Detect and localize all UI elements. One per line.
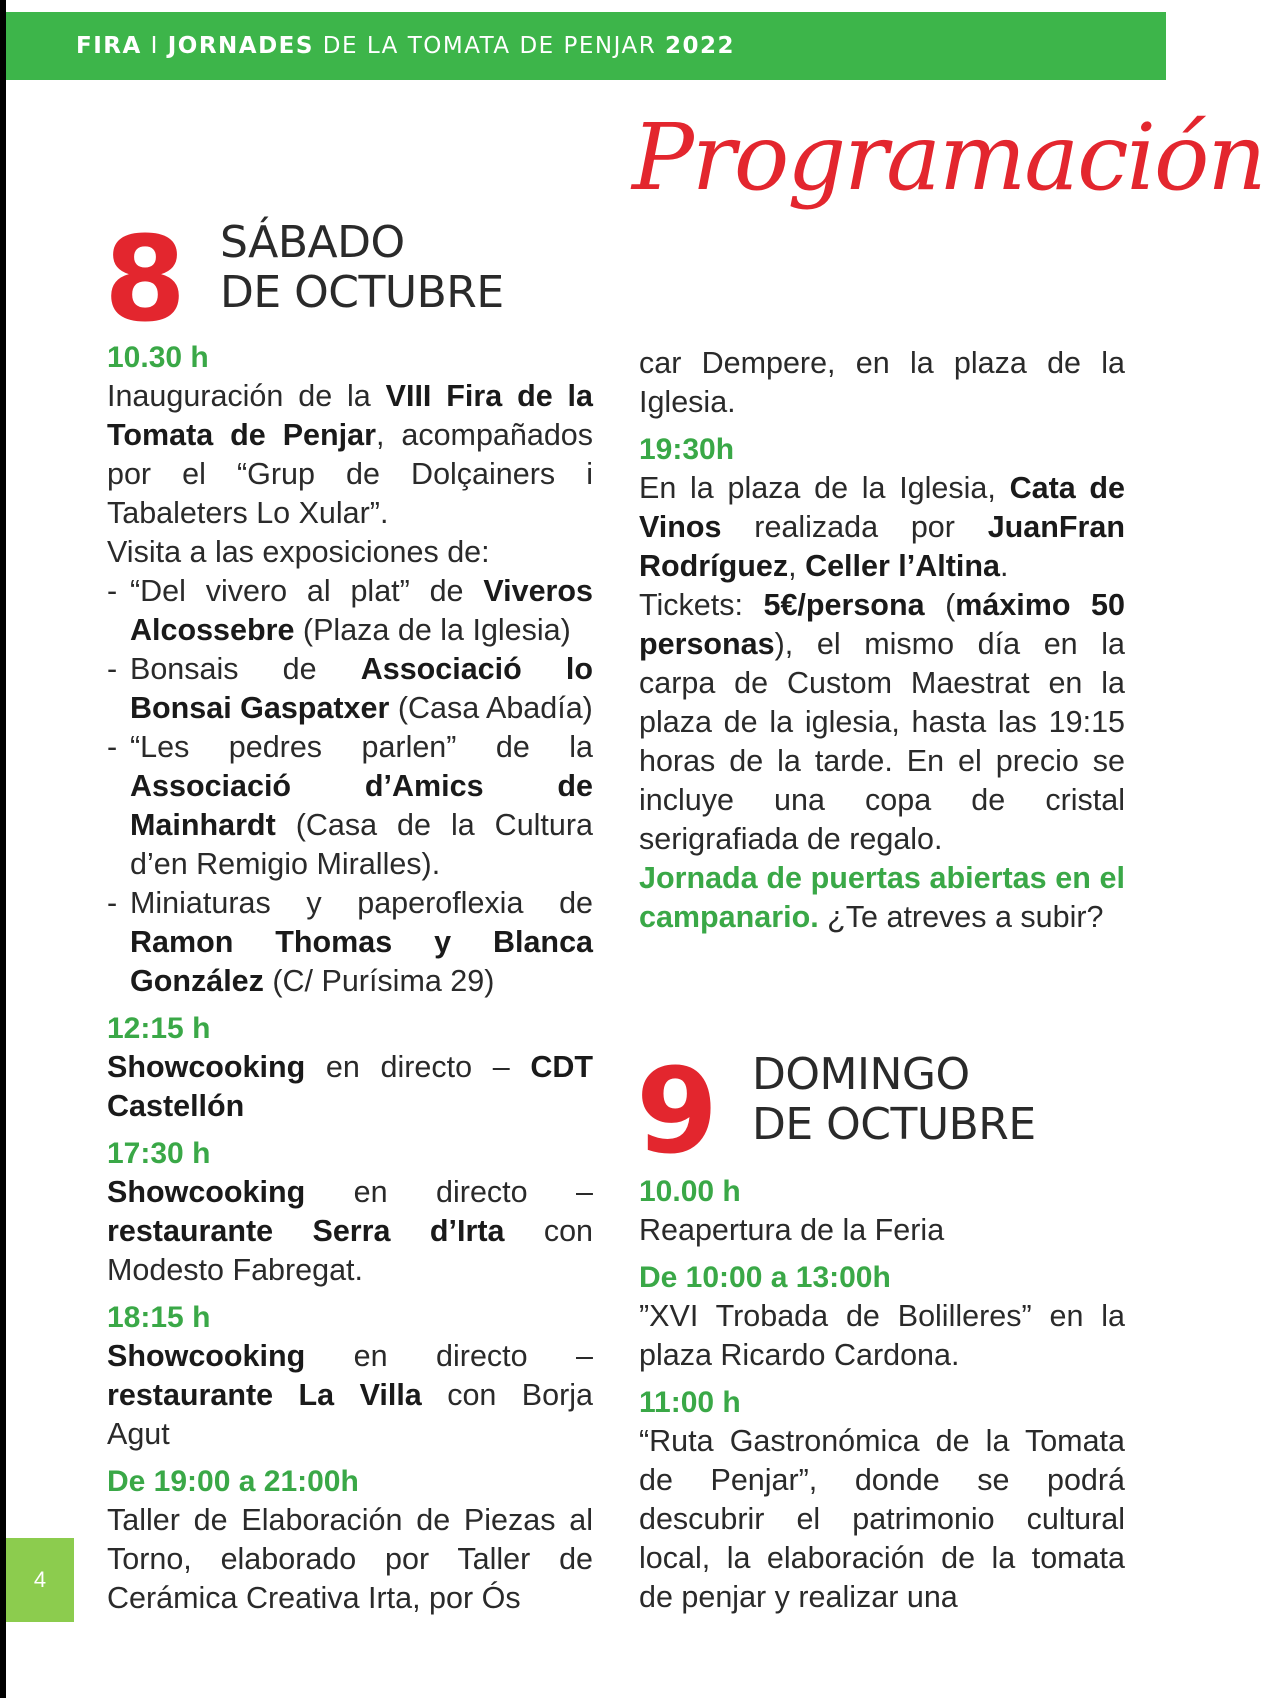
- event-text: Inauguración de la VIII Fira de la Tomata de Penjar, acompañados por el “Grup de Dolçainers i Tabaleters Lo Xular”.: [107, 379, 593, 530]
- event-text: Visita a las exposiciones de:: [107, 535, 490, 569]
- right-column: [639, 344, 1125, 937]
- day-number-8: 8: [104, 210, 187, 348]
- event-text: ”XVI Trobada de Bolilleres” en la plaza Ricardo Cardona.: [639, 1299, 1125, 1372]
- list-item: - “Les pedres parlen” de la Associació d’Amics de Mainhardt (Casa de la Cultura d’en Remigio Miralles).: [107, 730, 593, 881]
- header-i: I: [150, 33, 159, 59]
- day-name-line1: DOMINGO: [752, 1049, 970, 1100]
- event-text: Taller de Elaboración de Piezas al Torno, elaborado por Taller de Cerámica Creativa Irta, por Ós: [107, 1503, 593, 1615]
- event-time: 11:00 h: [639, 1386, 741, 1419]
- day-name-saturday: [220, 218, 504, 318]
- header-jornades: JORNADES: [167, 33, 314, 59]
- sunday-column: [639, 1172, 1125, 1617]
- page-number: 4: [6, 1538, 74, 1622]
- event-time: 10.30 h: [107, 341, 209, 374]
- header-bar: [6, 12, 1166, 80]
- event-time: 19:30h: [639, 433, 735, 466]
- header-year: 2022: [665, 33, 736, 59]
- event-text: Tickets: 5€/persona (máximo 50 personas), el mismo día en la carpa de Custom Maestrat en la plaza de la iglesia, hasta las 19:15 horas de la tarde. En el precio se incluye una copa de cristal serigrafiada de regalo.: [639, 588, 1125, 856]
- day-name-line2: DE OCTUBRE: [220, 267, 504, 318]
- header-fira: FIRA: [76, 33, 142, 59]
- event-time: 10.00 h: [639, 1175, 741, 1208]
- event-text: En la plaza de la Iglesia, Cata de Vinos realizada por JuanFran Rodríguez, Celler l’Altina.: [639, 471, 1125, 583]
- list-item: - Bonsais de Associació lo Bonsai Gaspatxer (Casa Abadía): [107, 652, 593, 725]
- event-text: Showcooking en directo – restaurante Serra d’Irta con Modesto Fabregat.: [107, 1175, 593, 1287]
- left-column: [107, 338, 593, 1618]
- list-item: - Miniaturas y paperoflexia de Ramon Thomas y Blanca González (C/ Purísima 29): [107, 886, 593, 998]
- day-name-line1: SÁBADO: [220, 217, 405, 268]
- header-subtitle: DE LA TOMATA DE PENJAR: [322, 33, 657, 59]
- programacion-title: Programación: [632, 104, 1265, 211]
- event-time: De 10:00 a 13:00h: [639, 1261, 891, 1294]
- day-number-9: 9: [636, 1042, 719, 1180]
- list-item: - “Del vivero al plat” de Viveros Alcossebre (Plaza de la Iglesia): [107, 574, 593, 647]
- event-time: 18:15 h: [107, 1301, 211, 1334]
- event-text: Reapertura de la Feria: [639, 1213, 945, 1247]
- event-text: Showcooking en directo – CDT Castellón: [107, 1050, 593, 1123]
- event-time: 12:15 h: [107, 1012, 211, 1045]
- event-text: Jornada de puertas abiertas en el campanario. ¿Te atreves a subir?: [639, 861, 1125, 934]
- day-name-sunday: [752, 1050, 1036, 1150]
- event-text: Showcooking en directo – restaurante La Villa con Borja Agut: [107, 1339, 593, 1451]
- day-name-line2: DE OCTUBRE: [752, 1099, 1036, 1150]
- left-border: [0, 0, 6, 1698]
- event-text: “Ruta Gastronómica de la Tomata de Penjar”, donde se podrá descubrir el patrimonio cultural local, la elaboración de la tomata de penjar y realizar una: [639, 1424, 1125, 1614]
- event-time: 17:30 h: [107, 1137, 211, 1170]
- event-time: De 19:00 a 21:00h: [107, 1465, 359, 1498]
- event-text: car Dempere, en la plaza de la Iglesia.: [639, 346, 1125, 419]
